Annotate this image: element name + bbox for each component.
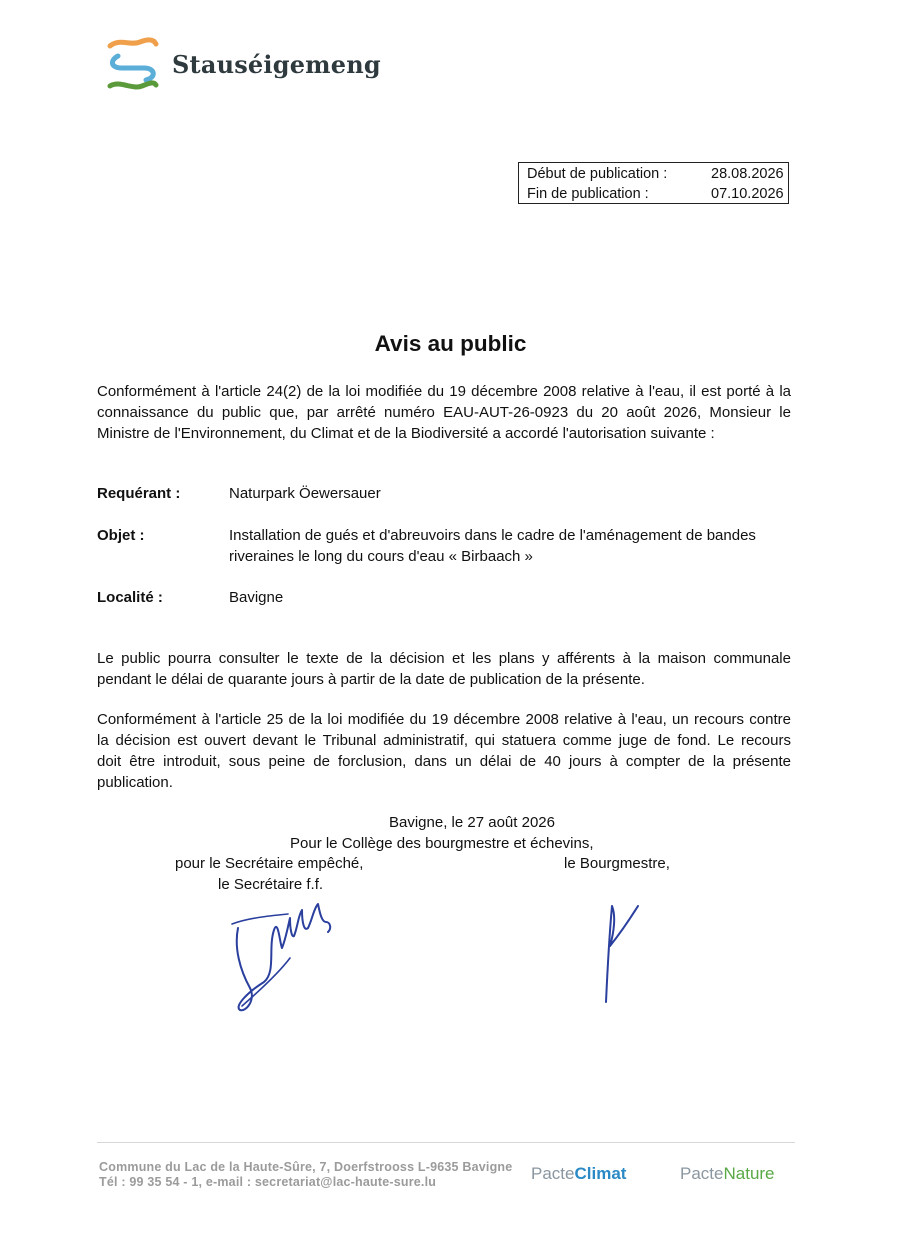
publication-start-label: Début de publication : [527, 166, 668, 182]
footer-contact: Tél : 99 35 54 - 1, e-mail : secretariat@lac-haute-sure.lu [99, 1175, 437, 1189]
commune-logo-icon [104, 36, 160, 94]
pacte-nature-logo [680, 1164, 775, 1184]
pacte-climat-logo [531, 1164, 626, 1184]
requerant-label: Requérant : [97, 485, 181, 502]
recours-line: publication. [97, 774, 173, 791]
intro-line: Conformément à l'article 24(2) de la loi modifiée du 19 décembre 2008 relative à l'eau, il est porté à la [97, 383, 791, 400]
pacte-nature-prefix: Pacte [680, 1164, 724, 1183]
objet-value-line: Installation de gués et d'abreuvoirs dans le cadre de l'aménagement de bandes [229, 527, 756, 544]
objet-label: Objet : [97, 527, 145, 544]
recours-line: Conformément à l'article 25 de la loi modifiée du 19 décembre 2008 relative à l'eau, un recours contre [97, 711, 791, 728]
publication-start-date: 28.08.2026 [711, 166, 784, 182]
localite-value: Bavigne [229, 589, 284, 606]
intro-line: Ministre de l'Environnement, du Climat et de la Biodiversité a accordé l'autorisation suivante : [97, 425, 715, 442]
publication-dates-box [518, 162, 789, 204]
secretaire-signature-icon [228, 888, 338, 1018]
objet-value-line: riveraines le long du cours d'eau « Birbaach » [229, 548, 533, 565]
footer-divider [97, 1142, 795, 1143]
publication-start-row [527, 164, 788, 184]
consultation-line: pendant le délai de quarante jours à partir de la date de publication de la présente. [97, 671, 645, 688]
recours-line: la décision est ouvert devant le Tribunal administratif, qui statuera comme juge de fond. Le recours [97, 732, 791, 749]
publication-end-row [527, 184, 788, 204]
signature-secretaire-line1: pour le Secrétaire empêché, [175, 855, 364, 872]
intro-line: connaissance du public que, par arrêté numéro EAU-AUT-26-0923 du 20 août 2026, Monsieur le [97, 404, 791, 421]
requerant-value: Naturpark Öewersauer [229, 485, 381, 502]
pacte-climat-bold: Climat [574, 1164, 627, 1183]
localite-label: Localité : [97, 589, 163, 606]
consultation-paragraph [97, 648, 791, 690]
signature-secretaire-line2: le Secrétaire f.f. [218, 876, 324, 893]
bourgmestre-signature-icon [598, 898, 644, 1008]
signature-place-date: Bavigne, le 27 août 2026 [389, 814, 555, 831]
recours-line: doit être introduit, sous peine de forclusion, dans un délai de 40 jours à compter de la présente [97, 753, 791, 770]
pacte-climat-prefix: Pacte [531, 1164, 575, 1183]
signature-college: Pour le Collège des bourgmestre et échevins, [290, 835, 594, 852]
consultation-line: Le public pourra consulter le texte de la décision et les plans y afférents à la maison communale [97, 650, 791, 667]
pacte-nature-bold: Nature [723, 1164, 775, 1183]
publication-end-label: Fin de publication : [527, 186, 649, 202]
signature-bourgmestre: le Bourgmestre, [564, 855, 670, 872]
publication-end-date: 07.10.2026 [711, 186, 784, 202]
page-title: Avis au public [374, 331, 527, 356]
intro-paragraph [97, 381, 791, 444]
logo-text: Stauséigemeng [172, 50, 381, 79]
footer-address: Commune du Lac de la Haute-Sûre, 7, Doerfstrooss L-9635 Bavigne [99, 1160, 513, 1174]
recours-paragraph [97, 709, 791, 793]
